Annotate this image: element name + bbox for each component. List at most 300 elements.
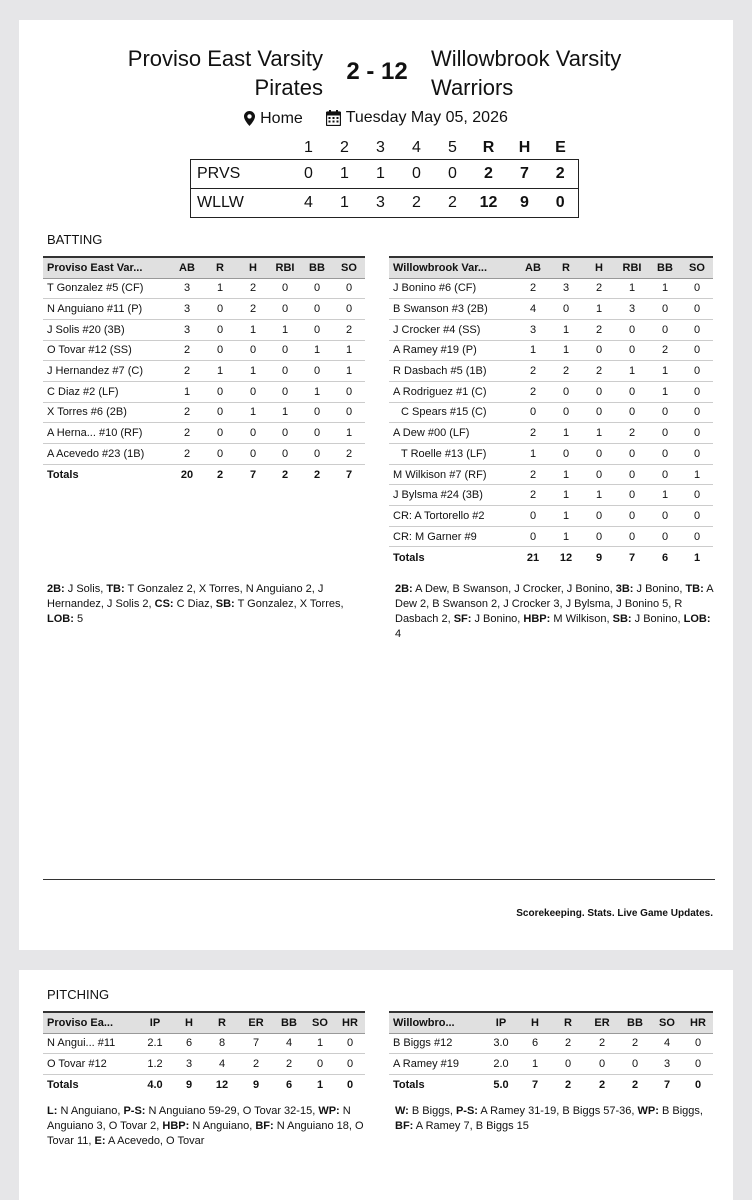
note-value: N Anguiano 59-29, O Tovar 32-15, bbox=[145, 1105, 319, 1117]
pitching-row bbox=[389, 1054, 713, 1075]
stat-cell: 0 bbox=[683, 1033, 713, 1054]
totals-cell: 2 bbox=[631, 1078, 639, 1091]
stat-cell: 3 bbox=[615, 299, 649, 320]
totals-row bbox=[389, 547, 713, 568]
batting-row bbox=[389, 526, 713, 547]
note-value: J Bonino, bbox=[471, 613, 524, 625]
stat-cell: 0 bbox=[615, 402, 649, 423]
stat-cell: 3 bbox=[517, 319, 549, 340]
player-name-link[interactable]: B Swanson #3 (2B) bbox=[389, 299, 517, 320]
pitching-row bbox=[43, 1054, 365, 1075]
totals-cell: 0 bbox=[346, 1078, 354, 1091]
home-batting-notes bbox=[47, 582, 367, 627]
stat-cell: 2.0 bbox=[483, 1054, 519, 1075]
linescore-col-header: 1 bbox=[304, 138, 313, 156]
note-value: A Ramey 31-19, B Biggs 57-36, bbox=[477, 1105, 638, 1117]
stat-cell: 0 bbox=[583, 381, 615, 402]
totals-cell: 21 bbox=[526, 551, 540, 564]
stat-cell: 0 bbox=[583, 526, 615, 547]
note-value: J Bonino, bbox=[633, 583, 686, 595]
linescore-col-header: 3 bbox=[376, 138, 385, 156]
stat-cell: 4 bbox=[273, 1033, 305, 1054]
note-key: E: bbox=[94, 1135, 106, 1147]
totals-cell: 2 bbox=[564, 1078, 572, 1091]
stat-cell: 0 bbox=[203, 444, 237, 465]
stat-cell: 2 bbox=[551, 1033, 585, 1054]
stat-cell: 0 bbox=[681, 526, 713, 547]
stat-cell: 0 bbox=[615, 444, 649, 465]
totals-cell: 4.0 bbox=[147, 1078, 163, 1091]
stat-column-header: SO bbox=[681, 257, 713, 278]
stat-cell: 2 bbox=[517, 381, 549, 402]
stat-cell: 0 bbox=[681, 381, 713, 402]
player-name-link[interactable]: A Herna... #10 (RF) bbox=[43, 423, 171, 444]
stat-cell: 2 bbox=[583, 319, 615, 340]
stat-cell: 0 bbox=[203, 319, 237, 340]
player-name-link[interactable]: C Diaz #2 (LF) bbox=[43, 381, 171, 402]
batting-header-row bbox=[43, 257, 365, 278]
stat-cell: 0 bbox=[237, 423, 269, 444]
divider bbox=[43, 879, 715, 880]
stat-cell: 0 bbox=[649, 464, 681, 485]
player-name-link[interactable]: T Gonzalez #5 (CF) bbox=[43, 278, 171, 299]
stat-cell: 1 bbox=[237, 402, 269, 423]
stat-cell: 0 bbox=[583, 464, 615, 485]
stat-cell: 0 bbox=[237, 444, 269, 465]
linescore-row: WLLW 4 1 3 2 2 12 9 0 bbox=[191, 188, 579, 217]
stat-cell: 0 bbox=[615, 319, 649, 340]
note-key: TB: bbox=[685, 583, 704, 595]
stat-cell: 0 bbox=[649, 299, 681, 320]
batting-row bbox=[389, 464, 713, 485]
stat-column-header: HR bbox=[335, 1012, 365, 1033]
stat-cell: 0 bbox=[301, 361, 333, 382]
stat-cell: 0 bbox=[333, 381, 365, 402]
stat-cell: 0 bbox=[681, 299, 713, 320]
note-key: WP: bbox=[318, 1105, 340, 1117]
stat-cell: 0 bbox=[237, 340, 269, 361]
batting-row bbox=[43, 319, 365, 340]
team-column-header[interactable]: Proviso East Var... bbox=[43, 257, 171, 278]
stat-cell: 0 bbox=[335, 1054, 365, 1075]
stat-cell: 0 bbox=[517, 526, 549, 547]
stat-cell: 8 bbox=[205, 1033, 239, 1054]
stat-cell: 2 bbox=[583, 361, 615, 382]
stat-column-header: ER bbox=[585, 1012, 619, 1033]
pitching-header-row bbox=[389, 1012, 713, 1033]
note-value: M Wilkison, bbox=[550, 613, 613, 625]
player-name-link[interactable]: A Rodriguez #1 (C) bbox=[389, 381, 517, 402]
stat-column-header: SO bbox=[333, 257, 365, 278]
batting-header-row bbox=[389, 257, 713, 278]
note-key: L: bbox=[47, 1105, 58, 1117]
stat-cell: 0 bbox=[681, 319, 713, 340]
note-key: 2B: bbox=[47, 583, 65, 595]
stat-cell: 0 bbox=[333, 278, 365, 299]
location: Home bbox=[244, 110, 303, 128]
stat-cell: 1 bbox=[301, 340, 333, 361]
totals-cell: 7 bbox=[531, 1078, 539, 1091]
player-name-link[interactable]: A Acevedo #23 (1B) bbox=[43, 444, 171, 465]
stat-cell: 1 bbox=[203, 278, 237, 299]
note-key: TB: bbox=[106, 583, 125, 595]
stat-column-header: R bbox=[205, 1012, 239, 1033]
stat-cell: 0 bbox=[269, 444, 301, 465]
totals-cell: 9 bbox=[185, 1078, 193, 1091]
game-header bbox=[19, 44, 733, 104]
stat-cell: 2 bbox=[333, 319, 365, 340]
totals-cell: 7 bbox=[249, 468, 257, 481]
stat-column-header: BB bbox=[273, 1012, 305, 1033]
stat-column-header: BB bbox=[619, 1012, 651, 1033]
home-team-name[interactable]: Proviso East Varsity Pirates bbox=[127, 46, 323, 100]
player-name-link[interactable]: J Bonino #6 (CF) bbox=[389, 278, 517, 299]
note-key: WP: bbox=[637, 1105, 659, 1117]
batting-row bbox=[389, 319, 713, 340]
pitching-section-label: PITCHING bbox=[47, 987, 110, 1002]
totals-cell: 12 bbox=[559, 551, 573, 564]
totals-cell: 1 bbox=[693, 551, 701, 564]
stat-cell: 0 bbox=[549, 299, 583, 320]
batting-section-label: BATTING bbox=[47, 232, 103, 247]
pitching-header-row bbox=[43, 1012, 365, 1033]
player-name-link[interactable]: J Bylsma #24 (3B) bbox=[389, 485, 517, 506]
stat-cell: 2 bbox=[517, 423, 549, 444]
note-key: HBP: bbox=[162, 1120, 190, 1132]
note-key: 3B: bbox=[615, 583, 634, 595]
note-key: SB: bbox=[612, 613, 632, 625]
stat-cell: 2 bbox=[649, 340, 681, 361]
note-value: N Anguiano 18, O Tovar 11, bbox=[47, 1120, 364, 1147]
home-pitching-notes bbox=[47, 1104, 365, 1149]
stat-column-header: HR bbox=[683, 1012, 713, 1033]
stat-cell: 1.2 bbox=[137, 1054, 173, 1075]
stat-cell: 1 bbox=[237, 361, 269, 382]
stat-cell: 3.0 bbox=[483, 1033, 519, 1054]
stat-cell: 1 bbox=[649, 485, 681, 506]
stat-cell: 1 bbox=[269, 402, 301, 423]
note-key: W: bbox=[395, 1105, 409, 1117]
stat-cell: 0 bbox=[615, 485, 649, 506]
home-batting-table bbox=[43, 256, 365, 485]
stat-cell: 2 bbox=[517, 485, 549, 506]
batting-row bbox=[43, 381, 365, 402]
batting-row bbox=[389, 402, 713, 423]
stat-column-header: R bbox=[203, 257, 237, 278]
stat-cell: 1 bbox=[649, 381, 681, 402]
stat-cell: 0 bbox=[681, 361, 713, 382]
totals-cell: 2 bbox=[281, 468, 289, 481]
note-key: LOB: bbox=[683, 613, 711, 625]
player-name-link[interactable]: R Dasbach #5 (1B) bbox=[389, 361, 517, 382]
stat-cell: 1 bbox=[549, 340, 583, 361]
batting-row bbox=[43, 423, 365, 444]
stat-cell: 0 bbox=[517, 402, 549, 423]
player-name-link[interactable]: N Angui... #11 bbox=[43, 1033, 137, 1054]
stat-cell: 4 bbox=[517, 299, 549, 320]
totals-row bbox=[389, 1074, 713, 1095]
note-key: SB: bbox=[215, 598, 235, 610]
stat-cell: 0 bbox=[615, 464, 649, 485]
stat-cell: 1 bbox=[333, 423, 365, 444]
stat-cell: 3 bbox=[549, 278, 583, 299]
stat-column-header: H bbox=[173, 1012, 205, 1033]
player-name-link[interactable]: CR: M Garner #9 bbox=[389, 526, 517, 547]
totals-cell: 6 bbox=[661, 551, 669, 564]
player-name-link[interactable]: J Solis #20 (3B) bbox=[43, 319, 171, 340]
player-name-link[interactable]: O Tovar #12 bbox=[43, 1054, 137, 1075]
map-pin-icon bbox=[244, 111, 255, 126]
stat-cell: 1 bbox=[549, 485, 583, 506]
tagline: Scorekeeping. Stats. Live Game Updates. bbox=[516, 908, 713, 919]
totals-cell: 2 bbox=[598, 1078, 606, 1091]
stat-cell: 2 bbox=[171, 340, 203, 361]
note-value: A Dew, B Swanson, J Crocker, J Bonino, bbox=[412, 583, 616, 595]
stat-column-header: ER bbox=[239, 1012, 273, 1033]
stat-cell: 1 bbox=[583, 423, 615, 444]
stat-cell: 0 bbox=[583, 444, 615, 465]
stat-cell: 0 bbox=[549, 444, 583, 465]
stat-cell: 7 bbox=[239, 1033, 273, 1054]
note-value: N Anguiano 3, O Tovar 2, bbox=[47, 1105, 351, 1132]
note-key: SF: bbox=[453, 613, 472, 625]
stat-cell: 1 bbox=[517, 444, 549, 465]
stat-cell: 2 bbox=[615, 423, 649, 444]
player-name-link[interactable]: J Crocker #4 (SS) bbox=[389, 319, 517, 340]
stat-cell: 3 bbox=[171, 319, 203, 340]
linescore-row: PRVS 0 1 1 0 0 2 7 2 bbox=[191, 159, 579, 188]
stat-column-header: AB bbox=[171, 257, 203, 278]
player-name-link[interactable]: O Tovar #12 (SS) bbox=[43, 340, 171, 361]
batting-row bbox=[389, 485, 713, 506]
stat-cell: 0 bbox=[301, 423, 333, 444]
stat-column-header: IP bbox=[137, 1012, 173, 1033]
game-meta bbox=[19, 109, 733, 131]
stat-cell: 0 bbox=[681, 423, 713, 444]
note-value: N Anguiano, bbox=[189, 1120, 256, 1132]
stat-cell: 2 bbox=[583, 278, 615, 299]
stat-cell: 1 bbox=[171, 381, 203, 402]
stat-cell: 1 bbox=[301, 381, 333, 402]
stat-cell: 1 bbox=[549, 506, 583, 527]
stat-column-header: H bbox=[583, 257, 615, 278]
totals-cell: 7 bbox=[628, 551, 636, 564]
note-key: HBP: bbox=[523, 613, 551, 625]
home-pitching-table bbox=[43, 1011, 365, 1095]
player-name-link[interactable]: A Ramey #19 (P) bbox=[389, 340, 517, 361]
stat-cell: 4 bbox=[205, 1054, 239, 1075]
stat-cell: 3 bbox=[173, 1054, 205, 1075]
totals-row bbox=[43, 464, 365, 485]
totals-label: Totals bbox=[47, 1078, 79, 1091]
note-key: BF: bbox=[395, 1120, 414, 1132]
stat-cell: 0 bbox=[583, 340, 615, 361]
note-value: J Bonino, bbox=[631, 613, 684, 625]
stat-cell: 0 bbox=[301, 278, 333, 299]
stat-cell: 1 bbox=[517, 340, 549, 361]
totals-cell: 1 bbox=[316, 1078, 324, 1091]
totals-cell: 9 bbox=[595, 551, 603, 564]
stat-cell: 1 bbox=[649, 361, 681, 382]
linescore-col-header: R bbox=[482, 138, 495, 156]
stat-cell: 0 bbox=[269, 340, 301, 361]
stat-cell: 0 bbox=[301, 402, 333, 423]
stat-column-header: R bbox=[549, 257, 583, 278]
batting-row bbox=[389, 340, 713, 361]
stat-cell: 2 bbox=[619, 1033, 651, 1054]
stat-cell: 0 bbox=[615, 506, 649, 527]
stat-cell: 0 bbox=[649, 423, 681, 444]
linescore-col-header: E bbox=[555, 138, 566, 156]
team-column-header[interactable]: Willowbro... bbox=[389, 1012, 483, 1033]
totals-label: Totals bbox=[393, 551, 425, 564]
stat-column-header: SO bbox=[305, 1012, 335, 1033]
player-name-link[interactable]: A Ramey #19 bbox=[389, 1054, 483, 1075]
linescore-col-header: H bbox=[518, 138, 531, 156]
stat-cell: 1 bbox=[615, 278, 649, 299]
totals-cell: 7 bbox=[345, 468, 353, 481]
away-team-name[interactable]: Willowbrook Varsity Warriors bbox=[431, 46, 622, 100]
note-key: CS: bbox=[154, 598, 174, 610]
stat-cell: 1 bbox=[583, 299, 615, 320]
stat-cell: 1 bbox=[203, 361, 237, 382]
team-column-header[interactable]: Proviso Ea... bbox=[43, 1012, 137, 1033]
stat-cell: 0 bbox=[203, 299, 237, 320]
stat-cell: 0 bbox=[203, 402, 237, 423]
stat-cell: 1 bbox=[549, 319, 583, 340]
totals-label: Totals bbox=[393, 1078, 425, 1091]
stat-cell: 0 bbox=[203, 340, 237, 361]
player-name-link[interactable]: J Hernandez #7 (C) bbox=[43, 361, 171, 382]
batting-row bbox=[389, 423, 713, 444]
totals-cell: 5.0 bbox=[493, 1078, 509, 1091]
stat-cell: 0 bbox=[301, 299, 333, 320]
totals-cell: 0 bbox=[694, 1078, 702, 1091]
stat-cell: 0 bbox=[615, 526, 649, 547]
stat-cell: 1 bbox=[519, 1054, 551, 1075]
stat-cell: 6 bbox=[519, 1033, 551, 1054]
stat-cell: 1 bbox=[583, 485, 615, 506]
totals-cell: 6 bbox=[285, 1078, 293, 1091]
linescore-table bbox=[190, 137, 579, 218]
stat-cell: 1 bbox=[333, 361, 365, 382]
stat-column-header: AB bbox=[517, 257, 549, 278]
note-value: N Anguiano, bbox=[57, 1105, 124, 1117]
stat-cell: 2 bbox=[171, 423, 203, 444]
note-value: C Diaz, bbox=[173, 598, 216, 610]
totals-cell: 2 bbox=[313, 468, 321, 481]
batting-row bbox=[43, 299, 365, 320]
stat-cell: 0 bbox=[269, 423, 301, 444]
stat-cell: 2 bbox=[517, 278, 549, 299]
totals-label: Totals bbox=[47, 468, 79, 481]
player-name-link[interactable]: T Roelle #13 (LF) bbox=[389, 444, 517, 465]
stat-cell: 0 bbox=[683, 1054, 713, 1075]
away-batting-table bbox=[389, 256, 713, 568]
stat-column-header: R bbox=[551, 1012, 585, 1033]
player-name-link[interactable]: X Torres #6 (2B) bbox=[43, 402, 171, 423]
stat-cell: 1 bbox=[237, 319, 269, 340]
note-value: A Acevedo, O Tovar bbox=[105, 1135, 205, 1147]
stat-cell: 0 bbox=[649, 402, 681, 423]
away-pitching-notes bbox=[395, 1104, 717, 1134]
batting-row bbox=[389, 506, 713, 527]
batting-row bbox=[389, 361, 713, 382]
stat-cell: 2 bbox=[333, 444, 365, 465]
note-key: 2B: bbox=[395, 583, 413, 595]
stat-cell: 3 bbox=[171, 299, 203, 320]
away-pitching-table bbox=[389, 1011, 713, 1095]
stat-cell: 0 bbox=[301, 319, 333, 340]
note-value: J Solis, bbox=[64, 583, 107, 595]
stat-cell: 0 bbox=[305, 1054, 335, 1075]
stat-cell: 0 bbox=[649, 506, 681, 527]
stat-cell: 1 bbox=[269, 319, 301, 340]
stat-cell: 3 bbox=[171, 278, 203, 299]
stat-column-header: SO bbox=[651, 1012, 683, 1033]
stat-column-header: BB bbox=[649, 257, 681, 278]
stat-cell: 2 bbox=[237, 299, 269, 320]
batting-row bbox=[389, 381, 713, 402]
stat-cell: 0 bbox=[681, 402, 713, 423]
stat-cell: 4 bbox=[651, 1033, 683, 1054]
stat-cell: 0 bbox=[615, 340, 649, 361]
stat-cell: 3 bbox=[651, 1054, 683, 1075]
stat-cell: 0 bbox=[333, 402, 365, 423]
stat-cell: 1 bbox=[333, 340, 365, 361]
pitching-row bbox=[389, 1033, 713, 1054]
stat-cell: 0 bbox=[649, 526, 681, 547]
stat-column-header: IP bbox=[483, 1012, 519, 1033]
pitching-row bbox=[43, 1033, 365, 1054]
team-column-header[interactable]: Willowbrook Var... bbox=[389, 257, 517, 278]
linescore-col-header: 2 bbox=[340, 138, 349, 156]
player-name-link[interactable]: CR: A Tortorello #2 bbox=[389, 506, 517, 527]
note-value: B Biggs, bbox=[408, 1105, 456, 1117]
stat-cell: 0 bbox=[203, 381, 237, 402]
stat-column-header: BB bbox=[301, 257, 333, 278]
stat-cell: 2 bbox=[517, 361, 549, 382]
stat-cell: 0 bbox=[615, 381, 649, 402]
player-name-link[interactable]: N Anguiano #11 (P) bbox=[43, 299, 171, 320]
stat-cell: 0 bbox=[681, 485, 713, 506]
stat-column-header: H bbox=[237, 257, 269, 278]
stat-cell: 2 bbox=[171, 444, 203, 465]
calendar-icon bbox=[326, 110, 341, 126]
totals-cell: 20 bbox=[180, 468, 194, 481]
stat-cell: 2 bbox=[237, 278, 269, 299]
note-key: LOB: bbox=[47, 613, 74, 625]
player-name-link[interactable]: B Biggs #12 bbox=[389, 1033, 483, 1054]
stat-cell: 2 bbox=[171, 402, 203, 423]
note-value: A Dew 2, B Swanson 2, J Crocker 3, J Bylsma, J Bonino 5, R Dasbach 2, bbox=[395, 583, 713, 625]
pitching-card bbox=[19, 970, 733, 1200]
player-name-link[interactable]: M Wilkison #7 (RF) bbox=[389, 464, 517, 485]
note-value: B Biggs, bbox=[658, 1105, 703, 1117]
stat-cell: 0 bbox=[585, 1054, 619, 1075]
player-name-link[interactable]: C Spears #15 (C) bbox=[389, 402, 517, 423]
stat-cell: 0 bbox=[269, 299, 301, 320]
totals-row bbox=[43, 1074, 365, 1095]
batting-row bbox=[43, 444, 365, 465]
stat-cell: 0 bbox=[335, 1033, 365, 1054]
note-key: BF: bbox=[255, 1120, 274, 1132]
stat-cell: 0 bbox=[549, 402, 583, 423]
note-value: T Gonzalez, X Torres, bbox=[234, 598, 344, 610]
stat-cell: 0 bbox=[203, 423, 237, 444]
linescore-col-header: 4 bbox=[412, 138, 421, 156]
player-name-link[interactable]: A Dew #00 (LF) bbox=[389, 423, 517, 444]
